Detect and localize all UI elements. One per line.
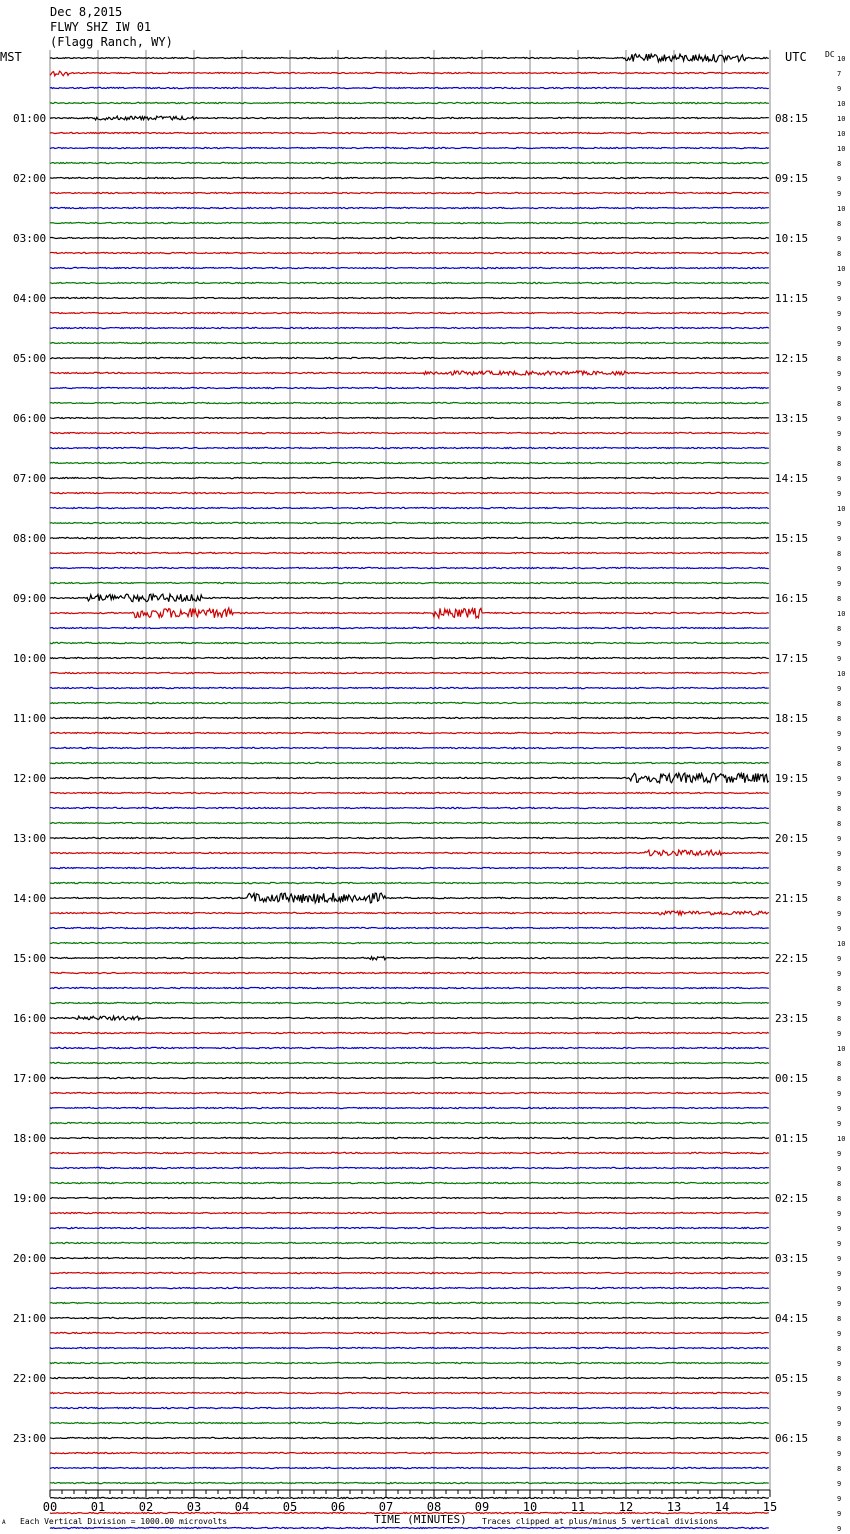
dc-value: 8 [837, 1315, 842, 1323]
dc-value: 9 [837, 325, 842, 333]
trace-line [50, 1182, 769, 1183]
trace-line [50, 1497, 769, 1498]
trace-line [50, 1302, 769, 1303]
x-tick-label: 11 [570, 1500, 586, 1514]
dc-value: 9 [837, 1000, 842, 1008]
trace-line [50, 71, 769, 76]
trace-line [50, 642, 769, 643]
trace-line [50, 1437, 769, 1438]
x-tick-label: 14 [714, 1500, 730, 1514]
dc-label: DC [825, 50, 835, 59]
utc-hour-label: 10:15 [775, 232, 809, 245]
dc-value: 10 [837, 265, 846, 273]
utc-hour-label: 23:15 [775, 1012, 809, 1025]
dc-value: 9 [837, 655, 842, 663]
trace-line [50, 1032, 769, 1033]
trace-line [50, 747, 769, 748]
utc-hour-label: 00:15 [775, 1072, 809, 1085]
utc-hour-label: 21:15 [775, 892, 809, 905]
dc-value: 9 [837, 85, 842, 93]
clip-note: Traces clipped at plus/minus 5 vertical divisions [482, 1517, 719, 1526]
dc-value: 9 [837, 775, 842, 783]
trace-line [50, 762, 769, 763]
mst-hour-label: 09:00 [13, 592, 47, 605]
trace-line [50, 1332, 769, 1333]
dc-value: 9 [837, 1480, 842, 1488]
dc-value: 8 [837, 760, 842, 768]
trace-line [50, 522, 769, 523]
trace-line [50, 1137, 769, 1138]
dc-value: 9 [837, 850, 842, 858]
trace-line [50, 87, 769, 88]
dc-value: 8 [837, 220, 842, 228]
mst-hour-label: 14:00 [13, 892, 47, 905]
dc-value: 8 [837, 1345, 842, 1353]
dc-value: 9 [837, 745, 842, 753]
x-tick-label: 02 [138, 1500, 154, 1514]
utc-hour-labels [775, 112, 808, 1445]
trace-line [50, 657, 769, 658]
trace-line [50, 342, 769, 343]
trace-line [50, 1452, 769, 1453]
dc-value: 9 [837, 580, 842, 588]
utc-hour-label: 09:15 [775, 172, 809, 185]
trace-line [50, 1047, 769, 1048]
trace-line [50, 927, 769, 928]
utc-hour-label: 19:15 [775, 772, 809, 785]
dc-value: 9 [837, 430, 842, 438]
mst-hour-label: 11:00 [13, 712, 47, 725]
utc-hour-label: 13:15 [775, 412, 809, 425]
trace-line [50, 267, 769, 268]
mst-hour-label: 17:00 [13, 1072, 47, 1085]
dc-value: 8 [837, 820, 842, 828]
trace-line [50, 1242, 769, 1243]
dc-value: 8 [837, 985, 842, 993]
trace-line [50, 1362, 769, 1363]
utc-hour-label: 18:15 [775, 712, 809, 725]
utc-hour-label: 16:15 [775, 592, 809, 605]
trace-line [50, 1212, 769, 1213]
dc-value: 9 [837, 490, 842, 498]
dc-value: 9 [837, 1405, 842, 1413]
dc-value: 9 [837, 910, 842, 918]
dc-value: 9 [837, 925, 842, 933]
dc-value: 8 [837, 400, 842, 408]
dc-value: 9 [837, 1360, 842, 1368]
trace-line [50, 462, 769, 463]
x-tick-label: 13 [666, 1500, 682, 1514]
x-tick-label: 07 [378, 1500, 394, 1514]
trace-line [50, 192, 769, 193]
trace-line [50, 132, 769, 133]
dc-offset-labels [837, 55, 845, 1534]
x-tick-label: 06 [330, 1500, 346, 1514]
x-tick-label: 00 [42, 1500, 58, 1514]
mst-hour-label: 07:00 [13, 472, 47, 485]
mst-hour-label: 01:00 [13, 112, 47, 125]
x-tick-label: 08 [426, 1500, 442, 1514]
dc-value: 8 [837, 160, 842, 168]
trace-line [50, 1227, 769, 1228]
dc-value: 8 [837, 355, 842, 363]
dc-value: 9 [837, 1210, 842, 1218]
trace-line [50, 957, 769, 960]
dc-value: 8 [837, 1015, 842, 1023]
dc-value: 8 [837, 1180, 842, 1188]
dc-value: 10 [837, 1135, 846, 1143]
dc-value: 7 [837, 70, 842, 78]
mst-axis-title: MST [0, 50, 22, 64]
dc-value: 9 [837, 1240, 842, 1248]
mst-hour-label: 10:00 [13, 652, 47, 665]
dc-value: 9 [837, 640, 842, 648]
mst-hour-label: 08:00 [13, 532, 47, 545]
date-label: Dec 8,2015 [50, 5, 123, 19]
dc-value: 8 [837, 625, 842, 633]
dc-value: 10 [837, 205, 846, 213]
dc-value: 8 [837, 715, 842, 723]
trace-line [50, 222, 769, 223]
trace-line [50, 732, 769, 733]
mst-hour-label: 02:00 [13, 172, 47, 185]
dc-value: 9 [837, 385, 842, 393]
trace-line [50, 850, 769, 856]
trace-line [50, 282, 769, 283]
utc-hour-label: 01:15 [775, 1132, 809, 1145]
trace-line [50, 1272, 769, 1273]
dc-value: 8 [837, 595, 842, 603]
mst-hour-label: 21:00 [13, 1312, 47, 1325]
dc-value: 9 [837, 1120, 842, 1128]
dc-value: 9 [837, 1420, 842, 1428]
trace-line [50, 1107, 769, 1108]
x-axis-label: TIME (MINUTES) [374, 1513, 467, 1526]
dc-value: 8 [837, 1435, 842, 1443]
mst-hour-label: 18:00 [13, 1132, 47, 1145]
trace-line [50, 911, 769, 915]
station-label: FLWY SHZ IW 01 [50, 20, 152, 34]
trace-line [50, 1197, 769, 1198]
trace-line [50, 1077, 769, 1078]
utc-hour-label: 08:15 [775, 112, 809, 125]
trace-group [50, 54, 769, 1534]
mst-hour-label: 19:00 [13, 1192, 47, 1205]
trace-line [50, 807, 769, 808]
location-label: (Flagg Ranch, WY) [50, 35, 173, 49]
trace-line [50, 1407, 769, 1408]
trace-line [50, 1347, 769, 1348]
dc-value: 8 [837, 445, 842, 453]
trace-line [50, 477, 769, 478]
trace-line [50, 492, 769, 493]
dc-value: 9 [837, 310, 842, 318]
utc-hour-label: 12:15 [775, 352, 809, 365]
mst-hour-label: 16:00 [13, 1012, 47, 1025]
dc-value: 9 [837, 790, 842, 798]
trace-line [50, 1016, 769, 1020]
trace-line [50, 327, 769, 328]
dc-value: 9 [837, 1225, 842, 1233]
dc-value: 9 [837, 415, 842, 423]
dc-value: 9 [837, 685, 842, 693]
utc-hour-label: 05:15 [775, 1372, 809, 1385]
dc-value: 9 [837, 1150, 842, 1158]
trace-line [50, 116, 769, 120]
dc-value: 10 [837, 505, 846, 513]
dc-value: 9 [837, 1165, 842, 1173]
utc-hour-label: 22:15 [775, 952, 809, 965]
trace-line [50, 893, 769, 903]
trace-line [50, 1287, 769, 1288]
dc-value: 8 [837, 1060, 842, 1068]
dc-value: 10 [837, 55, 846, 63]
utc-hour-label: 02:15 [775, 1192, 809, 1205]
mst-hour-label: 20:00 [13, 1252, 47, 1265]
dc-value: 9 [837, 1390, 842, 1398]
dc-value: 9 [837, 1105, 842, 1113]
dc-value: 10 [837, 130, 846, 138]
utc-hour-label: 11:15 [775, 292, 809, 305]
trace-line [50, 567, 769, 568]
trace-line [50, 1122, 769, 1123]
trace-line [50, 1317, 769, 1318]
x-tick-label: 09 [474, 1500, 490, 1514]
dc-value: 8 [837, 1375, 842, 1383]
dc-value: 10 [837, 115, 846, 123]
dc-value: 8 [837, 460, 842, 468]
trace-line [50, 1062, 769, 1063]
trace-line [50, 54, 769, 62]
dc-value: 9 [837, 970, 842, 978]
dc-value: 9 [837, 370, 842, 378]
trace-line [50, 147, 769, 148]
dc-value: 9 [837, 1270, 842, 1278]
utc-hour-label: 17:15 [775, 652, 809, 665]
scale-note: Each Vertical Division = 1000.00 microvolts [20, 1517, 228, 1526]
trace-line [50, 387, 769, 388]
dc-value: 9 [837, 340, 842, 348]
dc-value: 9 [837, 1300, 842, 1308]
dc-value: 9 [837, 280, 842, 288]
dc-value: 9 [837, 565, 842, 573]
trace-line [50, 1002, 769, 1003]
dc-value: 9 [837, 1330, 842, 1338]
trace-line [50, 627, 769, 628]
dc-value: 8 [837, 250, 842, 258]
mst-hour-label: 12:00 [13, 772, 47, 785]
trace-line [50, 552, 769, 553]
trace-line [50, 837, 769, 838]
trace-line [50, 882, 769, 883]
x-tick-label: 10 [522, 1500, 538, 1514]
trace-line [50, 687, 769, 688]
trace-line [50, 297, 769, 298]
dc-value: 9 [837, 475, 842, 483]
dc-value: 9 [837, 1090, 842, 1098]
dc-value: 9 [837, 1450, 842, 1458]
dc-value: 9 [837, 730, 842, 738]
dc-value: 9 [837, 880, 842, 888]
dc-value: 8 [837, 805, 842, 813]
trace-line [50, 1527, 769, 1528]
mst-hour-label: 15:00 [13, 952, 47, 965]
utc-axis-title: UTC [785, 50, 807, 64]
dc-value: 9 [837, 235, 842, 243]
utc-hour-label: 03:15 [775, 1252, 809, 1265]
trace-line [50, 312, 769, 313]
dc-value: 9 [837, 835, 842, 843]
dc-value: 9 [837, 535, 842, 543]
trace-line [50, 432, 769, 433]
trace-line [50, 357, 769, 358]
trace-line [50, 1152, 769, 1153]
dc-value: 8 [837, 1465, 842, 1473]
mst-hour-label: 05:00 [13, 352, 47, 365]
trace-line [50, 582, 769, 583]
trace-line [50, 507, 769, 508]
dc-value: 8 [837, 550, 842, 558]
x-tick-label: 05 [282, 1500, 298, 1514]
dc-value: 10 [837, 940, 846, 948]
mst-hour-labels [13, 112, 46, 1445]
trace-line [50, 972, 769, 973]
mst-hour-label: 03:00 [13, 232, 47, 245]
trace-line [50, 371, 769, 375]
trace-line [50, 717, 769, 718]
trace-line [50, 672, 769, 673]
trace-line [50, 447, 769, 448]
mst-hour-label: 23:00 [13, 1432, 47, 1445]
dc-value: 10 [837, 1045, 846, 1053]
dc-value: 9 [837, 295, 842, 303]
trace-line [50, 177, 769, 178]
x-tick-label: 04 [234, 1500, 250, 1514]
trace-line [50, 537, 769, 538]
trace-line [50, 792, 769, 793]
dc-value: 9 [837, 520, 842, 528]
utc-hour-label: 04:15 [775, 1312, 809, 1325]
dc-value: 9 [837, 1510, 842, 1518]
dc-value: 8 [837, 1195, 842, 1203]
trace-line [50, 1482, 769, 1483]
x-axis [43, 1490, 777, 1514]
dc-value: 10 [837, 610, 846, 618]
mst-hour-label: 13:00 [13, 832, 47, 845]
dc-value: 9 [837, 1525, 842, 1533]
dc-value: 8 [837, 865, 842, 873]
corner-mark: A [2, 1519, 6, 1526]
trace-line [50, 1377, 769, 1378]
trace-line [50, 867, 769, 868]
mst-hour-label: 04:00 [13, 292, 47, 305]
trace-line [50, 1467, 769, 1468]
x-tick-label: 03 [186, 1500, 202, 1514]
trace-line [50, 773, 769, 783]
trace-line [50, 822, 769, 823]
utc-hour-label: 14:15 [775, 472, 809, 485]
trace-line [50, 252, 769, 253]
trace-line [50, 1392, 769, 1393]
trace-line [50, 402, 769, 403]
dc-value: 10 [837, 145, 846, 153]
dc-value: 10 [837, 670, 846, 678]
trace-line [50, 1257, 769, 1258]
utc-hour-label: 15:15 [775, 532, 809, 545]
trace-line [50, 1092, 769, 1093]
dc-value: 8 [837, 700, 842, 708]
x-tick-label: 15 [762, 1500, 778, 1514]
dc-value: 10 [837, 100, 846, 108]
dc-value: 9 [837, 175, 842, 183]
trace-line [50, 987, 769, 988]
dc-value: 9 [837, 1255, 842, 1263]
utc-hour-label: 20:15 [775, 832, 809, 845]
dc-value: 8 [837, 895, 842, 903]
trace-line [50, 608, 769, 618]
trace-line [50, 702, 769, 703]
mst-hour-label: 06:00 [13, 412, 47, 425]
trace-line [50, 1422, 769, 1423]
trace-line [50, 417, 769, 418]
dc-value: 9 [837, 1495, 842, 1503]
trace-line [50, 162, 769, 163]
trace-line [50, 237, 769, 238]
dc-value: 9 [837, 955, 842, 963]
trace-line [50, 942, 769, 943]
dc-value: 9 [837, 1030, 842, 1038]
x-tick-label: 12 [618, 1500, 634, 1514]
dc-value: 9 [837, 190, 842, 198]
trace-line [50, 594, 769, 602]
dc-value: 8 [837, 1075, 842, 1083]
trace-line [50, 207, 769, 208]
x-tick-label: 01 [90, 1500, 106, 1514]
utc-hour-label: 06:15 [775, 1432, 809, 1445]
trace-line [50, 102, 769, 103]
dc-value: 9 [837, 1285, 842, 1293]
mst-hour-label: 22:00 [13, 1372, 47, 1385]
trace-line [50, 1167, 769, 1168]
